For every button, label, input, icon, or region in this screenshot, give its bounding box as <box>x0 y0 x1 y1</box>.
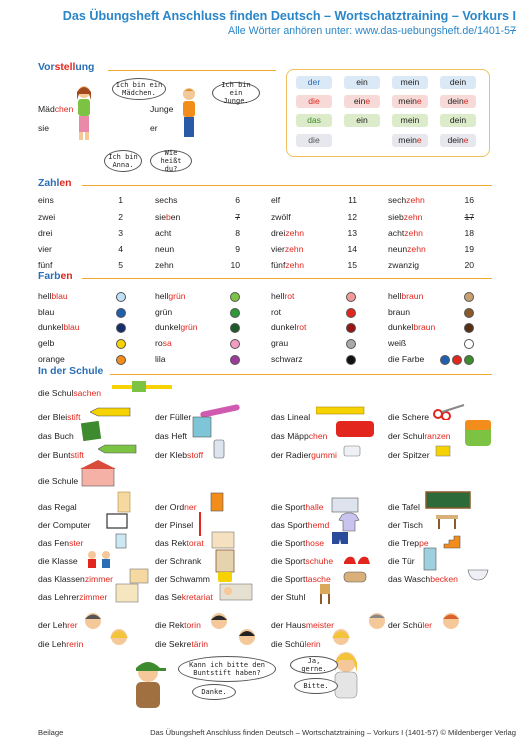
number-digit: 12 <box>347 212 357 222</box>
teacher-male-icon <box>82 610 104 634</box>
vocab-item: der Füller <box>155 412 192 422</box>
section-rule <box>110 374 492 375</box>
vocab-item: das Regal <box>38 502 77 512</box>
number-word: zwanzig <box>388 260 420 270</box>
vocab-item: das Lehrerzimmer <box>38 592 108 602</box>
number-digit: 4 <box>118 244 123 254</box>
number-word: vier <box>38 244 52 254</box>
word-er: er <box>150 123 158 133</box>
desk-icon <box>434 512 460 530</box>
girl-figure <box>72 84 96 144</box>
vocab-item: die Sekretärin <box>155 639 209 649</box>
color-word: dunkelgrün <box>155 322 198 332</box>
number-word: siebzehn <box>388 212 423 222</box>
vocab-item: das Klassenzimmer <box>38 574 113 584</box>
vocab-item: die Sportschuhe <box>271 556 334 566</box>
color-swatch <box>346 308 356 318</box>
color-word: grau <box>271 338 289 348</box>
color-word: weiß <box>388 338 407 348</box>
audio-link[interactable]: Alle Wörter anhören unter: www.das-uebungsheft.de/1401-57 <box>228 25 516 37</box>
article-pill: meine <box>392 134 428 147</box>
number-digit: 2 <box>118 212 123 222</box>
vocab-item: der Buntstift <box>38 450 84 460</box>
staff-room-icon <box>114 582 140 604</box>
article-pill: meine <box>392 95 428 108</box>
article-pill: deine <box>440 95 476 108</box>
vocab-item: der Hausmeister <box>271 620 335 630</box>
speech-bubble: Ja, gerne. <box>290 656 338 674</box>
section-title-colors: Farben <box>38 271 73 282</box>
number-digit: 10 <box>230 260 240 270</box>
section-title-school: In der Schule <box>38 366 104 377</box>
speech-bubble: Ich bin ein Junge. <box>212 82 260 104</box>
secretariat-icon <box>218 582 254 602</box>
word-sie: sie <box>38 123 49 133</box>
number-digit: 8 <box>235 228 240 238</box>
number-digit: 5 <box>118 260 123 270</box>
color-swatch <box>230 308 240 318</box>
number-digit: 16 <box>464 195 474 205</box>
article-pill: das <box>296 114 332 127</box>
vocab-item: die Schulsachen <box>38 388 102 398</box>
secretary-icon <box>236 626 258 650</box>
color-word: rot <box>271 307 282 317</box>
number-digit: 6 <box>235 195 240 205</box>
vocab-item: der Pinsel <box>155 520 194 530</box>
vocab-item: die Sporthose <box>271 538 325 548</box>
sports-shirt-icon <box>338 512 360 532</box>
color-swatch <box>464 339 474 349</box>
color-word: schwarz <box>271 354 303 364</box>
color-swatch <box>346 323 356 333</box>
color-swatch <box>346 292 356 302</box>
color-swatch <box>346 355 356 365</box>
color-word: gelb <box>38 338 55 348</box>
number-word: fünf <box>38 260 53 270</box>
color-swatch <box>230 323 240 333</box>
vocab-item: das Fenster <box>38 538 84 548</box>
article-pill: dein <box>440 76 476 89</box>
number-digit: 7 <box>235 212 240 222</box>
boy-with-cap-icon <box>126 656 170 712</box>
number-word: drei <box>38 228 53 238</box>
section-rule <box>108 70 276 71</box>
door-icon <box>422 546 438 572</box>
principal-office-icon <box>210 530 236 550</box>
article-pill: die <box>296 95 332 108</box>
footer-right: Das Übungsheft Anschluss finden Deutsch – Wortschatztraining – Vorkurs I (1401-57) © Mildenberger Verlag <box>150 728 516 737</box>
sports-shorts-icon <box>330 530 350 546</box>
vocab-item: der Schrank <box>155 556 202 566</box>
number-digit: 11 <box>348 195 357 205</box>
vocab-item: der Radiergummi <box>271 450 337 460</box>
number-word: vierzehn <box>271 244 304 254</box>
washbasin-icon <box>466 566 490 582</box>
chair-icon <box>318 582 332 606</box>
vocab-item: das Sporthemd <box>271 520 330 530</box>
sports-bag-icon <box>342 568 368 584</box>
article-pill: deine <box>440 134 476 147</box>
computer-icon <box>104 512 130 532</box>
color-swatch <box>440 355 450 365</box>
number-word: sechzehn <box>388 195 425 205</box>
student-male-icon <box>440 610 462 634</box>
color-word: dunkelrot <box>271 322 307 332</box>
gym-icon <box>330 494 360 514</box>
book-icon <box>80 420 102 442</box>
color-word: grün <box>155 307 173 317</box>
folder-icon <box>208 490 226 514</box>
color-word: hellbraun <box>388 291 424 301</box>
vocab-item: das Mäppchen <box>271 431 328 441</box>
vocab-item: die Tür <box>388 556 415 566</box>
section-title-intro: Vorstellung <box>38 62 95 73</box>
color-word: dunkelbraun <box>388 322 436 332</box>
number-digit: 9 <box>235 244 240 254</box>
vocab-item: das Lineal <box>271 412 311 422</box>
shelf-icon <box>116 490 132 514</box>
word-junge: Junge <box>150 104 174 114</box>
color-swatch <box>230 355 240 365</box>
vocab-item: die Klasse <box>38 556 78 566</box>
color-swatch <box>116 323 126 333</box>
vocab-item: das Rektorat <box>155 538 204 548</box>
number-word: neunzehn <box>388 244 426 254</box>
number-digit: 15 <box>347 260 357 270</box>
color-word: rosa <box>155 338 172 348</box>
caretaker-icon <box>366 610 388 634</box>
color-word: hellblau <box>38 291 68 301</box>
color-word: braun <box>388 307 410 317</box>
vocab-item: die Tafel <box>388 502 420 512</box>
speech-bubble: Ich bin Anna. <box>104 150 142 172</box>
number-word: elf <box>271 195 281 205</box>
color-swatch <box>230 292 240 302</box>
vocab-item: der Klebstoff <box>155 450 204 460</box>
sharpener-icon <box>434 444 454 458</box>
number-digit: 14 <box>347 244 357 254</box>
speech-bubble: Bitte. <box>294 678 338 694</box>
footer-left: Beilage <box>38 728 64 737</box>
article-pill: ein <box>344 114 380 127</box>
color-swatch <box>464 323 474 333</box>
article-pill: dein <box>440 114 476 127</box>
color-swatch <box>464 308 474 318</box>
number-word: achtzehn <box>388 228 423 238</box>
number-word: zwölf <box>271 212 291 222</box>
color-word: die Farbe <box>388 354 425 364</box>
vocab-item: das Sekretariat <box>155 592 213 602</box>
page-title: Das Übungsheft Anschluss finden Deutsch – Wortschatztraining – Vorkurs I <box>62 9 516 23</box>
vocab-item: der Schüler <box>388 620 432 630</box>
word-maedchen: Mädchen <box>38 104 74 114</box>
number-digit: 1 <box>118 195 123 205</box>
glue-stick-icon <box>210 436 228 460</box>
number-digit: 19 <box>464 244 474 254</box>
color-swatch <box>452 355 462 365</box>
number-word: eins <box>38 195 54 205</box>
color-word: blau <box>38 307 55 317</box>
section-rule <box>82 278 492 279</box>
vocab-item: die Treppe <box>388 538 429 548</box>
vocab-item: der Schulranzen <box>388 431 451 441</box>
color-swatch <box>116 292 126 302</box>
speech-bubble: Kann ich bitte den Buntstift haben? <box>178 656 276 682</box>
number-digit: 3 <box>118 228 123 238</box>
speech-bubble: Danke. <box>192 684 236 700</box>
color-word: hellrot <box>271 291 295 301</box>
number-digit: 13 <box>347 228 357 238</box>
paintbrush-icon <box>194 510 206 538</box>
color-swatch <box>464 355 474 365</box>
number-word: sieben <box>155 212 181 222</box>
colored-pencil-icon <box>98 444 138 454</box>
vocab-item: der Ordner <box>155 502 197 512</box>
window-icon <box>114 532 128 550</box>
article-pill: ein <box>344 76 380 89</box>
classroom-people-icon <box>84 548 116 570</box>
boy-figure <box>178 86 200 144</box>
vocab-item: der Tisch <box>388 520 423 530</box>
school-bag-icon <box>462 414 494 448</box>
sports-shoes-icon <box>342 552 372 566</box>
number-word: sechs <box>155 195 178 205</box>
vocab-item: die Lehrerin <box>38 639 84 649</box>
pencil-icon <box>90 406 132 418</box>
color-word: lila <box>155 354 166 364</box>
teacher-female-icon <box>108 626 130 650</box>
color-word: dunkelblau <box>38 322 80 332</box>
vocab-item: die Sporttasche <box>271 574 331 584</box>
vocab-item: die Schule <box>38 476 79 486</box>
number-word: fünfzehn <box>271 260 304 270</box>
speech-bubble: Ich bin ein Mädchen. <box>112 78 166 100</box>
page-header <box>14 9 516 37</box>
ruler-icon <box>316 406 366 416</box>
color-word: hellgrün <box>155 291 186 301</box>
color-swatch <box>116 308 126 318</box>
vocab-item: die Sporthalle <box>271 502 324 512</box>
pencil-case-icon <box>334 416 376 440</box>
vocab-item: der Computer <box>38 520 91 530</box>
school-supplies-icon <box>112 380 174 394</box>
vocab-item: das Buch <box>38 431 74 441</box>
article-pill: der <box>296 76 332 89</box>
vocab-item: die Schülerin <box>271 639 321 649</box>
number-word: acht <box>155 228 172 238</box>
speech-bubble: Wie heißt du? <box>150 150 192 172</box>
section-title-numbers: Zahlen <box>38 178 72 189</box>
article-pill: mein <box>392 76 428 89</box>
number-word: neun <box>155 244 175 254</box>
vocab-item: das Waschbecken <box>388 574 458 584</box>
vocab-item: der Stuhl <box>271 592 306 602</box>
article-pill: mein <box>392 114 428 127</box>
girl-icon <box>326 646 366 702</box>
number-word: zwei <box>38 212 56 222</box>
color-swatch <box>116 339 126 349</box>
number-digit: 20 <box>464 260 474 270</box>
color-swatch <box>346 339 356 349</box>
article-pill: die <box>296 134 332 147</box>
scissors-icon <box>432 402 466 420</box>
color-swatch <box>230 339 240 349</box>
color-swatch <box>116 355 126 365</box>
eraser-icon <box>342 444 362 458</box>
color-swatch <box>464 292 474 302</box>
color-word: orange <box>38 354 65 364</box>
vocab-item: die Rektorin <box>155 620 201 630</box>
number-digit: 17 <box>464 212 474 222</box>
section-rule <box>82 185 492 186</box>
blackboard-icon <box>424 490 472 510</box>
stairs-icon <box>442 532 464 550</box>
vocab-item: der Spitzer <box>388 450 430 460</box>
vocab-item: die Schere <box>388 412 430 422</box>
number-digit: 18 <box>464 228 474 238</box>
vocab-item: der Schwamm <box>155 574 210 584</box>
number-word: dreizehn <box>271 228 304 238</box>
vocab-item: der Lehrer <box>38 620 78 630</box>
vocab-item: der Bleistift <box>38 412 81 422</box>
article-pill: eine <box>344 95 380 108</box>
number-word: zehn <box>155 260 174 270</box>
principal-icon <box>208 610 230 634</box>
vocab-item: das Heft <box>155 431 188 441</box>
school-building-icon <box>80 460 116 488</box>
